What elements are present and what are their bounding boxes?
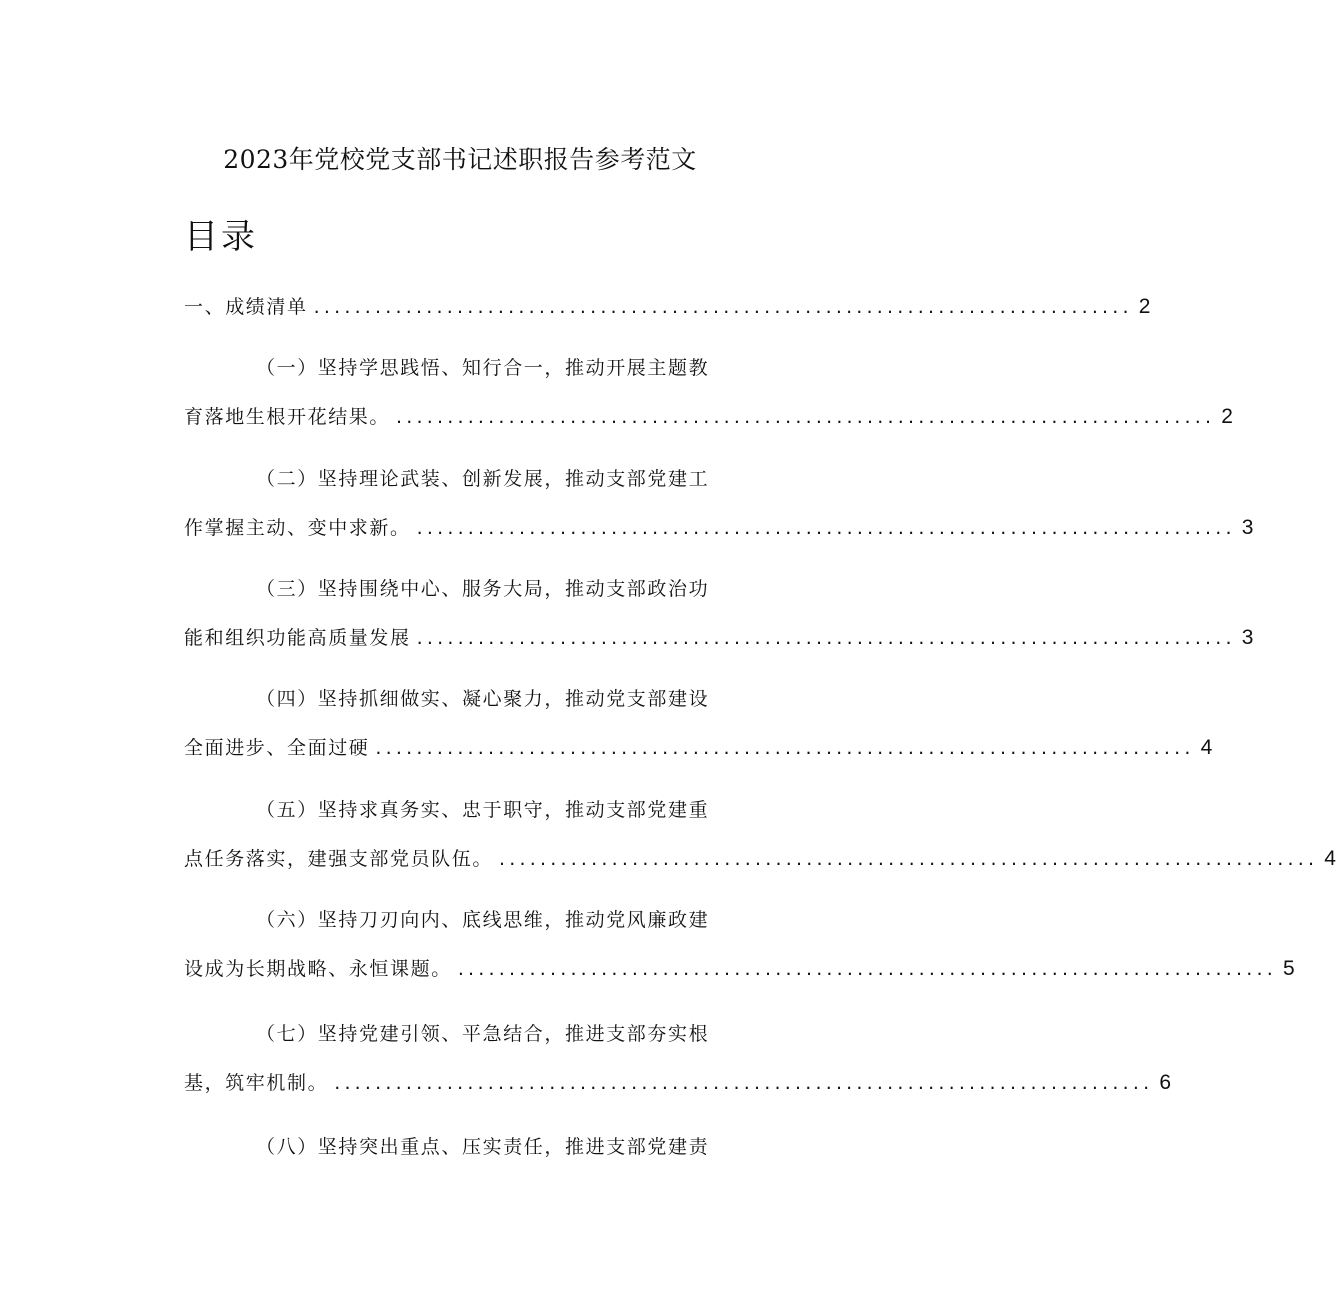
- toc-entry-line[interactable]: [184, 1014, 762, 1054]
- toc-entry-text: （八）坚持突出重点、压实责任，推进支部党建责: [256, 1136, 710, 1158]
- toc-entry-line[interactable]: [184, 839, 1336, 879]
- toc-page-number: 3: [1241, 516, 1254, 539]
- toc-entry-text: （二）坚持理论武装、创新发展，推动支部党建工: [256, 468, 710, 490]
- toc-entry-text: 设成为长期战略、永恒课题。: [184, 958, 452, 980]
- toc-page-number: 4: [1200, 736, 1213, 759]
- toc-entry-line[interactable]: [184, 1127, 762, 1167]
- toc-entry-text: 作掌握主动、变中求新。: [184, 517, 411, 539]
- toc-heading: 目录: [184, 217, 258, 257]
- toc-entry-text: 全面进步、全面过硬: [184, 737, 370, 759]
- toc-page-number: 4: [1324, 847, 1336, 870]
- toc-entry-line[interactable]: [184, 949, 1295, 989]
- document-title: 2023年党校党支部书记述职报告参考范文: [223, 145, 697, 174]
- toc-leader-dots: ................................................................................: [457, 958, 1277, 980]
- toc-entry-line[interactable]: [184, 728, 1213, 768]
- toc-entry-text: 点任务落实，建强支部党员队伍。: [184, 848, 494, 870]
- toc-entry-line[interactable]: [184, 790, 762, 830]
- toc-entry-line[interactable]: [184, 397, 1233, 437]
- toc-entry-line[interactable]: [184, 459, 762, 499]
- toc-leader-dots: ................................................................................: [396, 406, 1216, 428]
- toc-entry-text: （七）坚持党建引领、平急结合，推进支部夯实根: [256, 1023, 710, 1045]
- toc-entry-text: 一、成绩清单: [184, 296, 308, 318]
- toc-page-number: 6: [1159, 1071, 1172, 1094]
- toc-entry-line[interactable]: [184, 348, 762, 388]
- toc-entry-text: 能和组织功能高质量发展: [184, 627, 411, 649]
- toc-entry-text: 基，筑牢机制。: [184, 1072, 329, 1094]
- toc-leader-dots: ................................................................................: [334, 1072, 1154, 1094]
- toc-entry-text: 育落地生根开花结果。: [184, 406, 391, 428]
- toc-leader-dots: ................................................................................: [416, 517, 1236, 539]
- toc-entry-line[interactable]: [184, 508, 1254, 548]
- toc-entry-line[interactable]: [184, 679, 762, 719]
- toc-entry-line[interactable]: [184, 287, 1151, 327]
- toc-entry-text: （一）坚持学思践悟、知行合一，推动开展主题教: [256, 357, 710, 379]
- toc-entry-line[interactable]: [184, 900, 762, 940]
- toc-leader-dots: ................................................................................: [375, 737, 1195, 759]
- toc-entry-line[interactable]: [184, 1063, 1172, 1103]
- toc-page-number: 5: [1282, 957, 1295, 980]
- toc-entry-text: （四）坚持抓细做实、凝心聚力，推动党支部建设: [256, 688, 710, 710]
- toc-entry-line[interactable]: [184, 569, 762, 609]
- toc-leader-dots: ................................................................................: [313, 296, 1133, 318]
- toc-leader-dots: ................................................................................: [416, 627, 1236, 649]
- toc-entry-text: （五）坚持求真务实、忠于职守，推动支部党建重: [256, 799, 710, 821]
- toc-page-number: 3: [1241, 626, 1254, 649]
- toc-entry-text: （三）坚持围绕中心、服务大局，推动支部政治功: [256, 578, 710, 600]
- toc-entry-text: （六）坚持刀刃向内、底线思维，推动党风廉政建: [256, 909, 710, 931]
- toc-leader-dots: ................................................................................: [499, 848, 1319, 870]
- toc-page-number: 2: [1138, 295, 1151, 318]
- toc-page-number: 2: [1221, 405, 1233, 428]
- toc-entry-line[interactable]: [184, 618, 1254, 658]
